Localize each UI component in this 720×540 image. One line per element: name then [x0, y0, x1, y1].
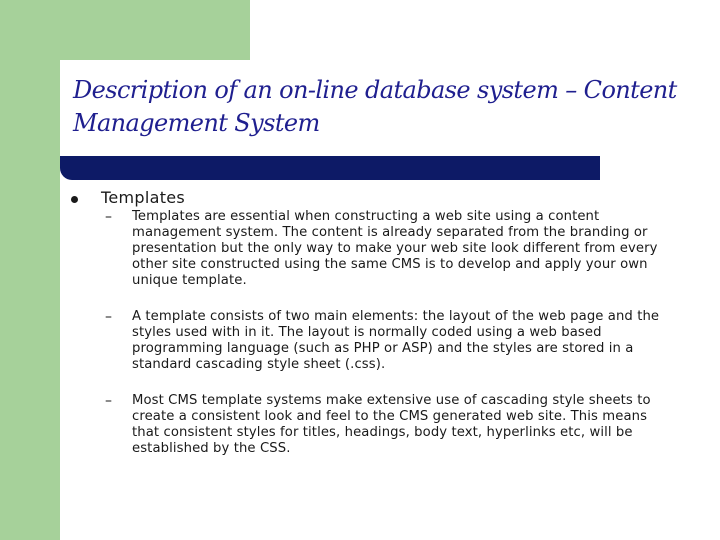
subpoint-text: Templates are essential when constructing a web site using a content management system. The content is already separated from the branding or presentation but the only way to make your web site look different from every other site constructed using the same CMS is to develop and apply your own unique template. — [132, 209, 658, 288]
dash-marker: – — [105, 209, 112, 225]
subpoint-text: A template consists of two main elements: the layout of the web page and the styles used with in it. The layout is normally coded using a web based programming language (such as PHP or ASP) and the styles are stored in a standard cascading style sheet (.css). — [132, 309, 660, 372]
top-accent-band — [0, 0, 250, 60]
dash-marker: – — [105, 393, 112, 409]
slide-title: Description of an on-line database system – Content Management System — [73, 76, 677, 137]
bullet-dot — [71, 196, 78, 203]
subpoint-text: Most CMS template systems make extensive use of cascading style sheets to create a consistent look and feel to the CMS generated web site. This means that consistent styles for titles, headings, body text, hyperlinks etc, will be established by the CSS. — [132, 393, 651, 456]
left-accent-band — [0, 0, 60, 540]
dash-marker: – — [105, 309, 112, 325]
title-underline-bar — [60, 156, 600, 180]
bullet-templates: Templates — [101, 188, 186, 207]
